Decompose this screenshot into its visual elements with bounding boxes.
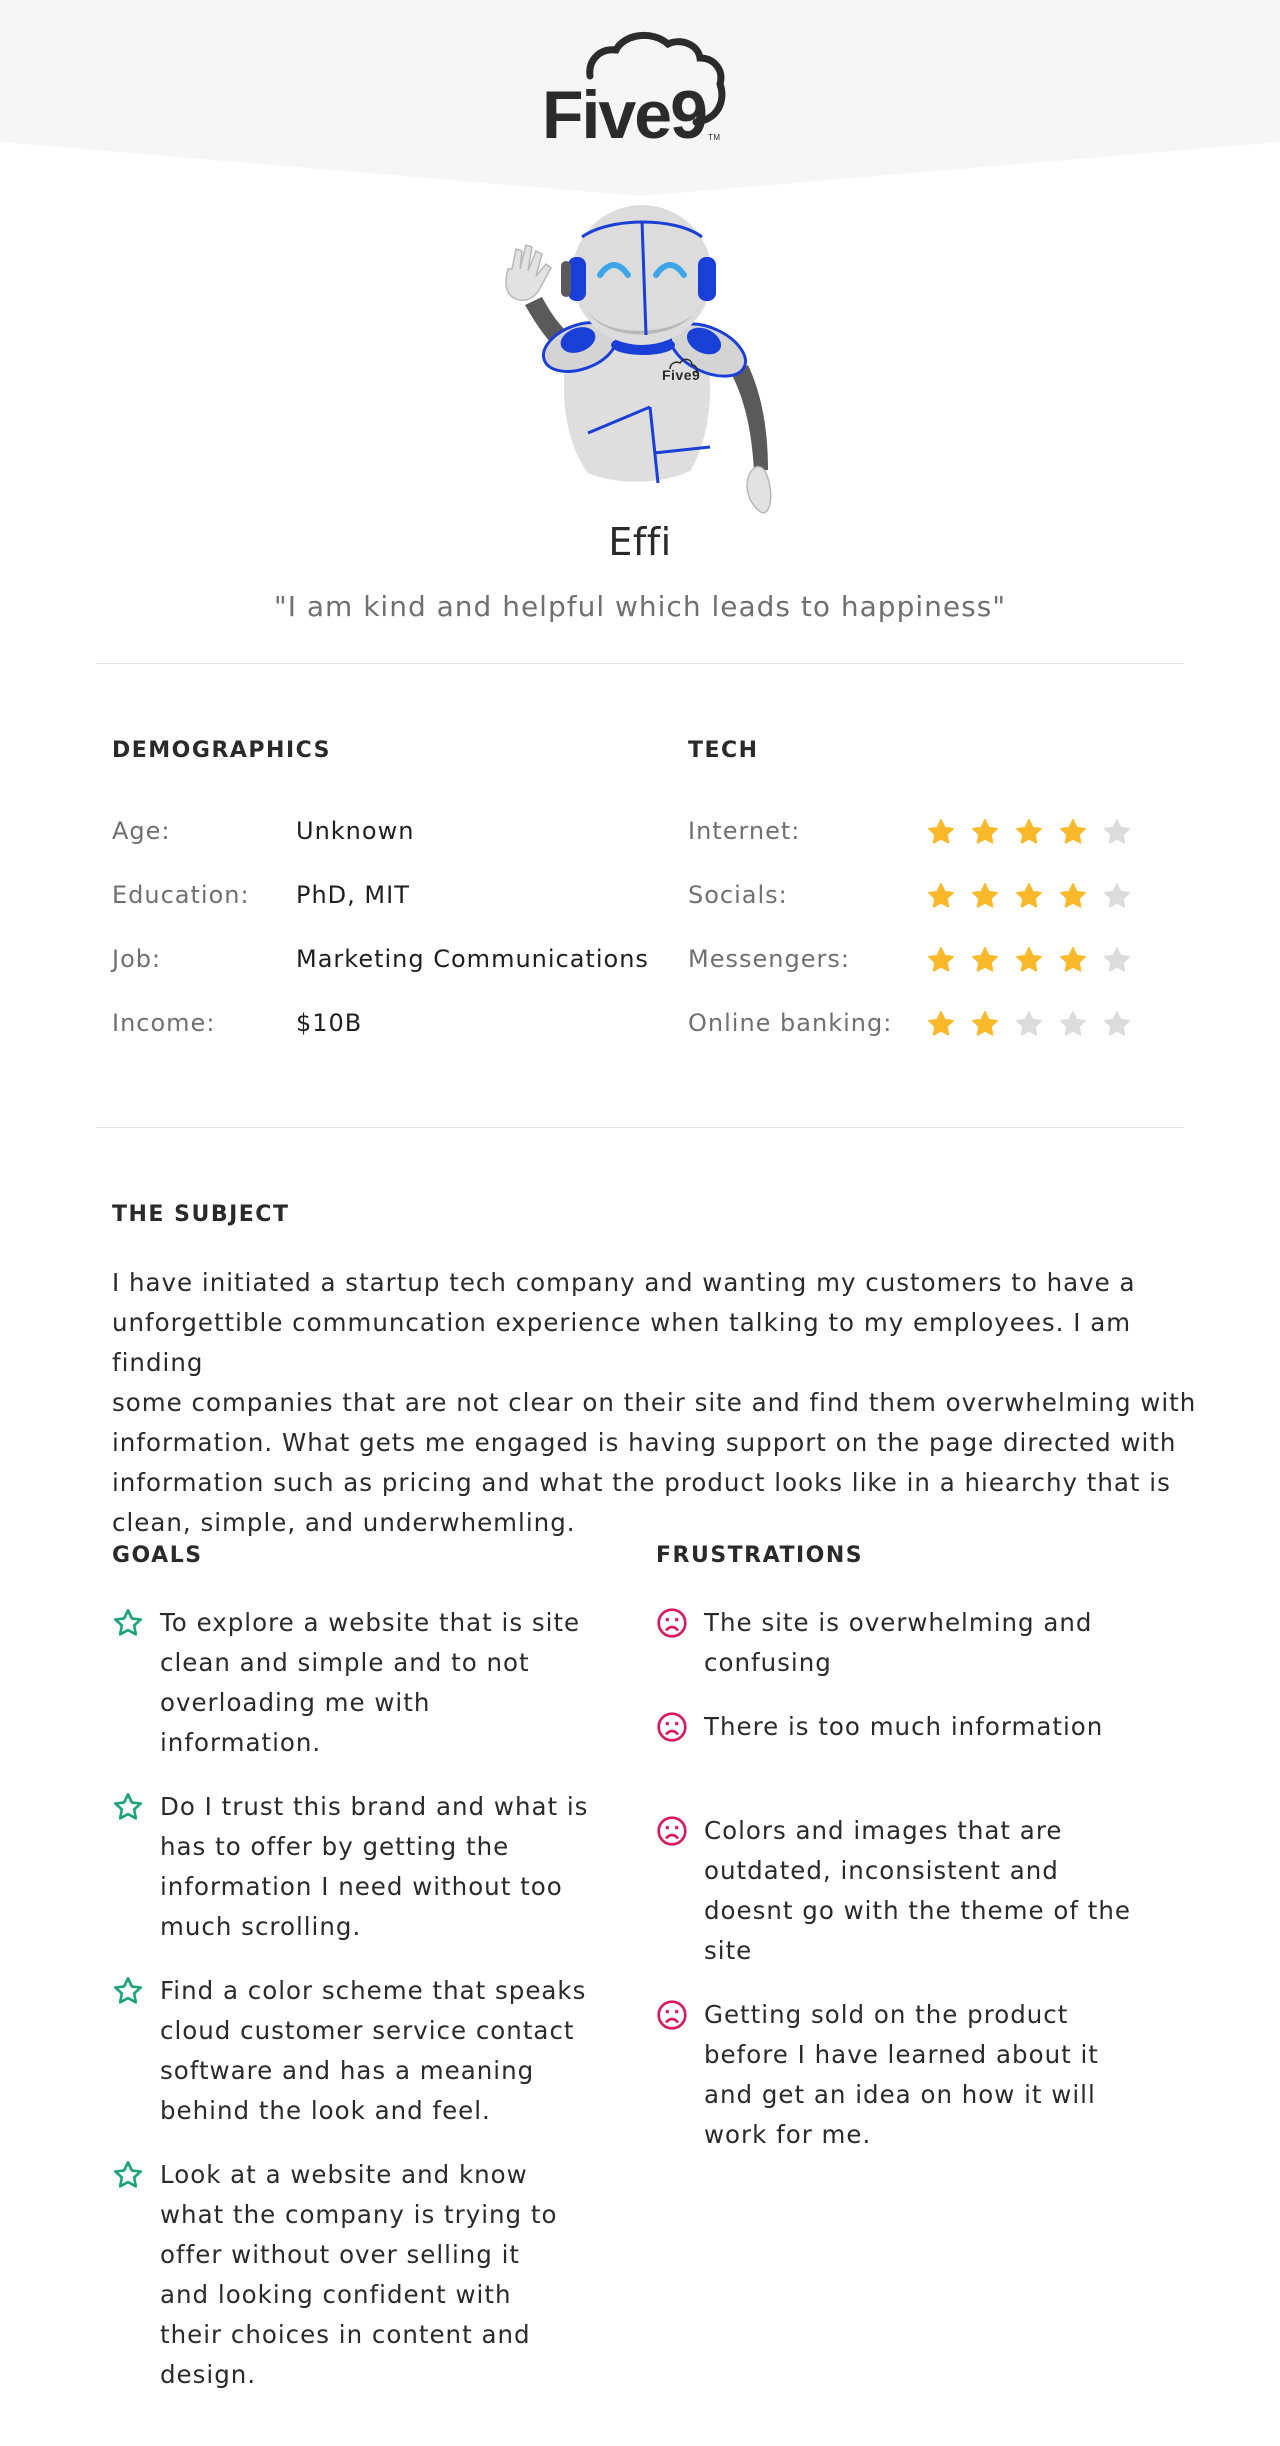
goal-line: cloud customer service contact bbox=[160, 2016, 575, 2045]
star-empty-icon bbox=[1102, 817, 1132, 847]
subject-line: I have initiated a startup tech company and wanting my customers to have a bbox=[112, 1268, 1136, 1297]
subject-line: clean, simple, and underwhemling. bbox=[112, 1508, 576, 1537]
demographics-label-age: Age: bbox=[112, 817, 171, 845]
frustration-line: confusing bbox=[704, 1648, 832, 1677]
demographics-label-job: Job: bbox=[112, 945, 162, 973]
star-empty-icon bbox=[1102, 881, 1132, 911]
robot-mascot-illustration bbox=[430, 185, 810, 530]
goal-line: information I need without too bbox=[160, 1872, 563, 1901]
frustration-line: work for me. bbox=[704, 2120, 872, 2149]
star-filled-icon bbox=[970, 881, 1000, 911]
goal-line: what the company is trying to bbox=[160, 2200, 558, 2229]
frustration-line: site bbox=[704, 1936, 753, 1965]
frustration-line: outdated, inconsistent and bbox=[704, 1856, 1059, 1885]
goal-item bbox=[160, 1603, 600, 1763]
goal-line: behind the look and feel. bbox=[160, 2096, 491, 2125]
goal-item bbox=[160, 1971, 600, 2131]
star-filled-icon bbox=[926, 881, 956, 911]
section-divider bbox=[96, 663, 1184, 664]
demographics-value-job: Marketing Communications bbox=[296, 945, 649, 973]
star-filled-icon bbox=[970, 945, 1000, 975]
sad-face-icon bbox=[656, 1815, 688, 1847]
demographics-value-age: Unknown bbox=[296, 817, 415, 845]
frustration-line: before I have learned about it bbox=[704, 2040, 1099, 2069]
star-filled-icon bbox=[1058, 817, 1088, 847]
demographics-value-education: PhD, MIT bbox=[296, 881, 410, 909]
star-filled-icon bbox=[1014, 817, 1044, 847]
persona-quote: "I am kind and helpful which leads to happiness" bbox=[273, 590, 1007, 623]
subject-line: information such as pricing and what the product looks like in a hiearchy that is bbox=[112, 1468, 1171, 1497]
goal-line: Look at a website and know bbox=[160, 2160, 528, 2189]
rating-online-banking bbox=[926, 1009, 1132, 1039]
subject-paragraph bbox=[112, 1263, 1202, 1543]
goal-item bbox=[160, 2155, 600, 2395]
tech-label-online-banking: Online banking: bbox=[688, 1009, 893, 1037]
goal-line: much scrolling. bbox=[160, 1912, 362, 1941]
star-empty-icon bbox=[1058, 1009, 1088, 1039]
frustrations-heading: FRUSTRATIONS bbox=[656, 1543, 864, 1568]
star-filled-icon bbox=[926, 1009, 956, 1039]
subject-heading: THE SUBJECT bbox=[112, 1202, 290, 1227]
goal-item bbox=[160, 1787, 600, 1947]
star-filled-icon bbox=[926, 817, 956, 847]
goal-line: To explore a website that is site bbox=[160, 1608, 581, 1637]
star-outline-icon bbox=[112, 1975, 144, 2007]
goal-line: software and has a meaning bbox=[160, 2056, 535, 2085]
star-empty-icon bbox=[1102, 945, 1132, 975]
tech-heading: TECH bbox=[688, 738, 759, 763]
sad-face-icon bbox=[656, 1711, 688, 1743]
frustration-line: Colors and images that are bbox=[704, 1816, 1063, 1845]
star-filled-icon bbox=[970, 817, 1000, 847]
frustration-line: There is too much information bbox=[704, 1712, 1104, 1741]
demographics-heading: DEMOGRAPHICS bbox=[112, 738, 332, 763]
sad-face-icon bbox=[656, 1999, 688, 2031]
goal-line: information. bbox=[160, 1728, 322, 1757]
goal-line: Find a color scheme that speaks bbox=[160, 1976, 587, 2005]
star-filled-icon bbox=[1014, 881, 1044, 911]
goal-line: and looking confident with bbox=[160, 2280, 512, 2309]
frustration-line: and get an idea on how it will bbox=[704, 2080, 1096, 2109]
tech-label-messengers: Messengers: bbox=[688, 945, 850, 973]
star-filled-icon bbox=[926, 945, 956, 975]
frustration-item bbox=[704, 1811, 1144, 1971]
tech-label-socials: Socials: bbox=[688, 881, 788, 909]
tech-label-internet: Internet: bbox=[688, 817, 801, 845]
demographics-label-education: Education: bbox=[112, 881, 250, 909]
subject-line: some companies that are not clear on their site and find them overwhelming with bbox=[112, 1388, 1197, 1417]
five9-logo bbox=[530, 30, 750, 145]
subject-line: information. What gets me engaged is having support on the page directed with bbox=[112, 1428, 1177, 1457]
goal-line: design. bbox=[160, 2360, 257, 2389]
goal-line: their choices in content and bbox=[160, 2320, 531, 2349]
goal-line: overloading me with bbox=[160, 1688, 431, 1717]
persona-name: Effi bbox=[608, 520, 672, 564]
star-outline-icon bbox=[112, 1791, 144, 1823]
section-divider bbox=[96, 1127, 1184, 1128]
star-empty-icon bbox=[1014, 1009, 1044, 1039]
star-outline-icon bbox=[112, 1607, 144, 1639]
trademark-mark: TM bbox=[708, 133, 721, 142]
demographics-label-income: Income: bbox=[112, 1009, 216, 1037]
star-outline-icon bbox=[112, 2159, 144, 2191]
demographics-value-income: $10B bbox=[296, 1009, 363, 1037]
star-filled-icon bbox=[970, 1009, 1000, 1039]
goal-line: Do I trust this brand and what is bbox=[160, 1792, 589, 1821]
goal-line: clean and simple and to not bbox=[160, 1648, 530, 1677]
subject-line: unforgettible communcation experience when talking to my employees. I am finding bbox=[112, 1308, 1132, 1377]
star-filled-icon bbox=[1014, 945, 1044, 975]
goals-heading: GOALS bbox=[112, 1543, 203, 1568]
rating-messengers bbox=[926, 945, 1132, 975]
frustration-item bbox=[704, 1707, 1144, 1747]
sad-face-icon bbox=[656, 1607, 688, 1639]
goal-line: has to offer by getting the bbox=[160, 1832, 510, 1861]
frustration-item bbox=[704, 1995, 1144, 2155]
star-filled-icon bbox=[1058, 881, 1088, 911]
star-filled-icon bbox=[1058, 945, 1088, 975]
frustration-line: doesnt go with the theme of the bbox=[704, 1896, 1131, 1925]
goal-line: offer without over selling it bbox=[160, 2240, 521, 2269]
frustration-line: The site is overwhelming and bbox=[704, 1608, 1093, 1637]
frustration-line: Getting sold on the product bbox=[704, 2000, 1069, 2029]
rating-internet bbox=[926, 817, 1132, 847]
svg-text:Five9: Five9 bbox=[662, 367, 701, 383]
rating-socials bbox=[926, 881, 1132, 911]
star-empty-icon bbox=[1102, 1009, 1132, 1039]
frustration-item bbox=[704, 1603, 1144, 1683]
svg-text:Five9: Five9 bbox=[542, 77, 706, 145]
